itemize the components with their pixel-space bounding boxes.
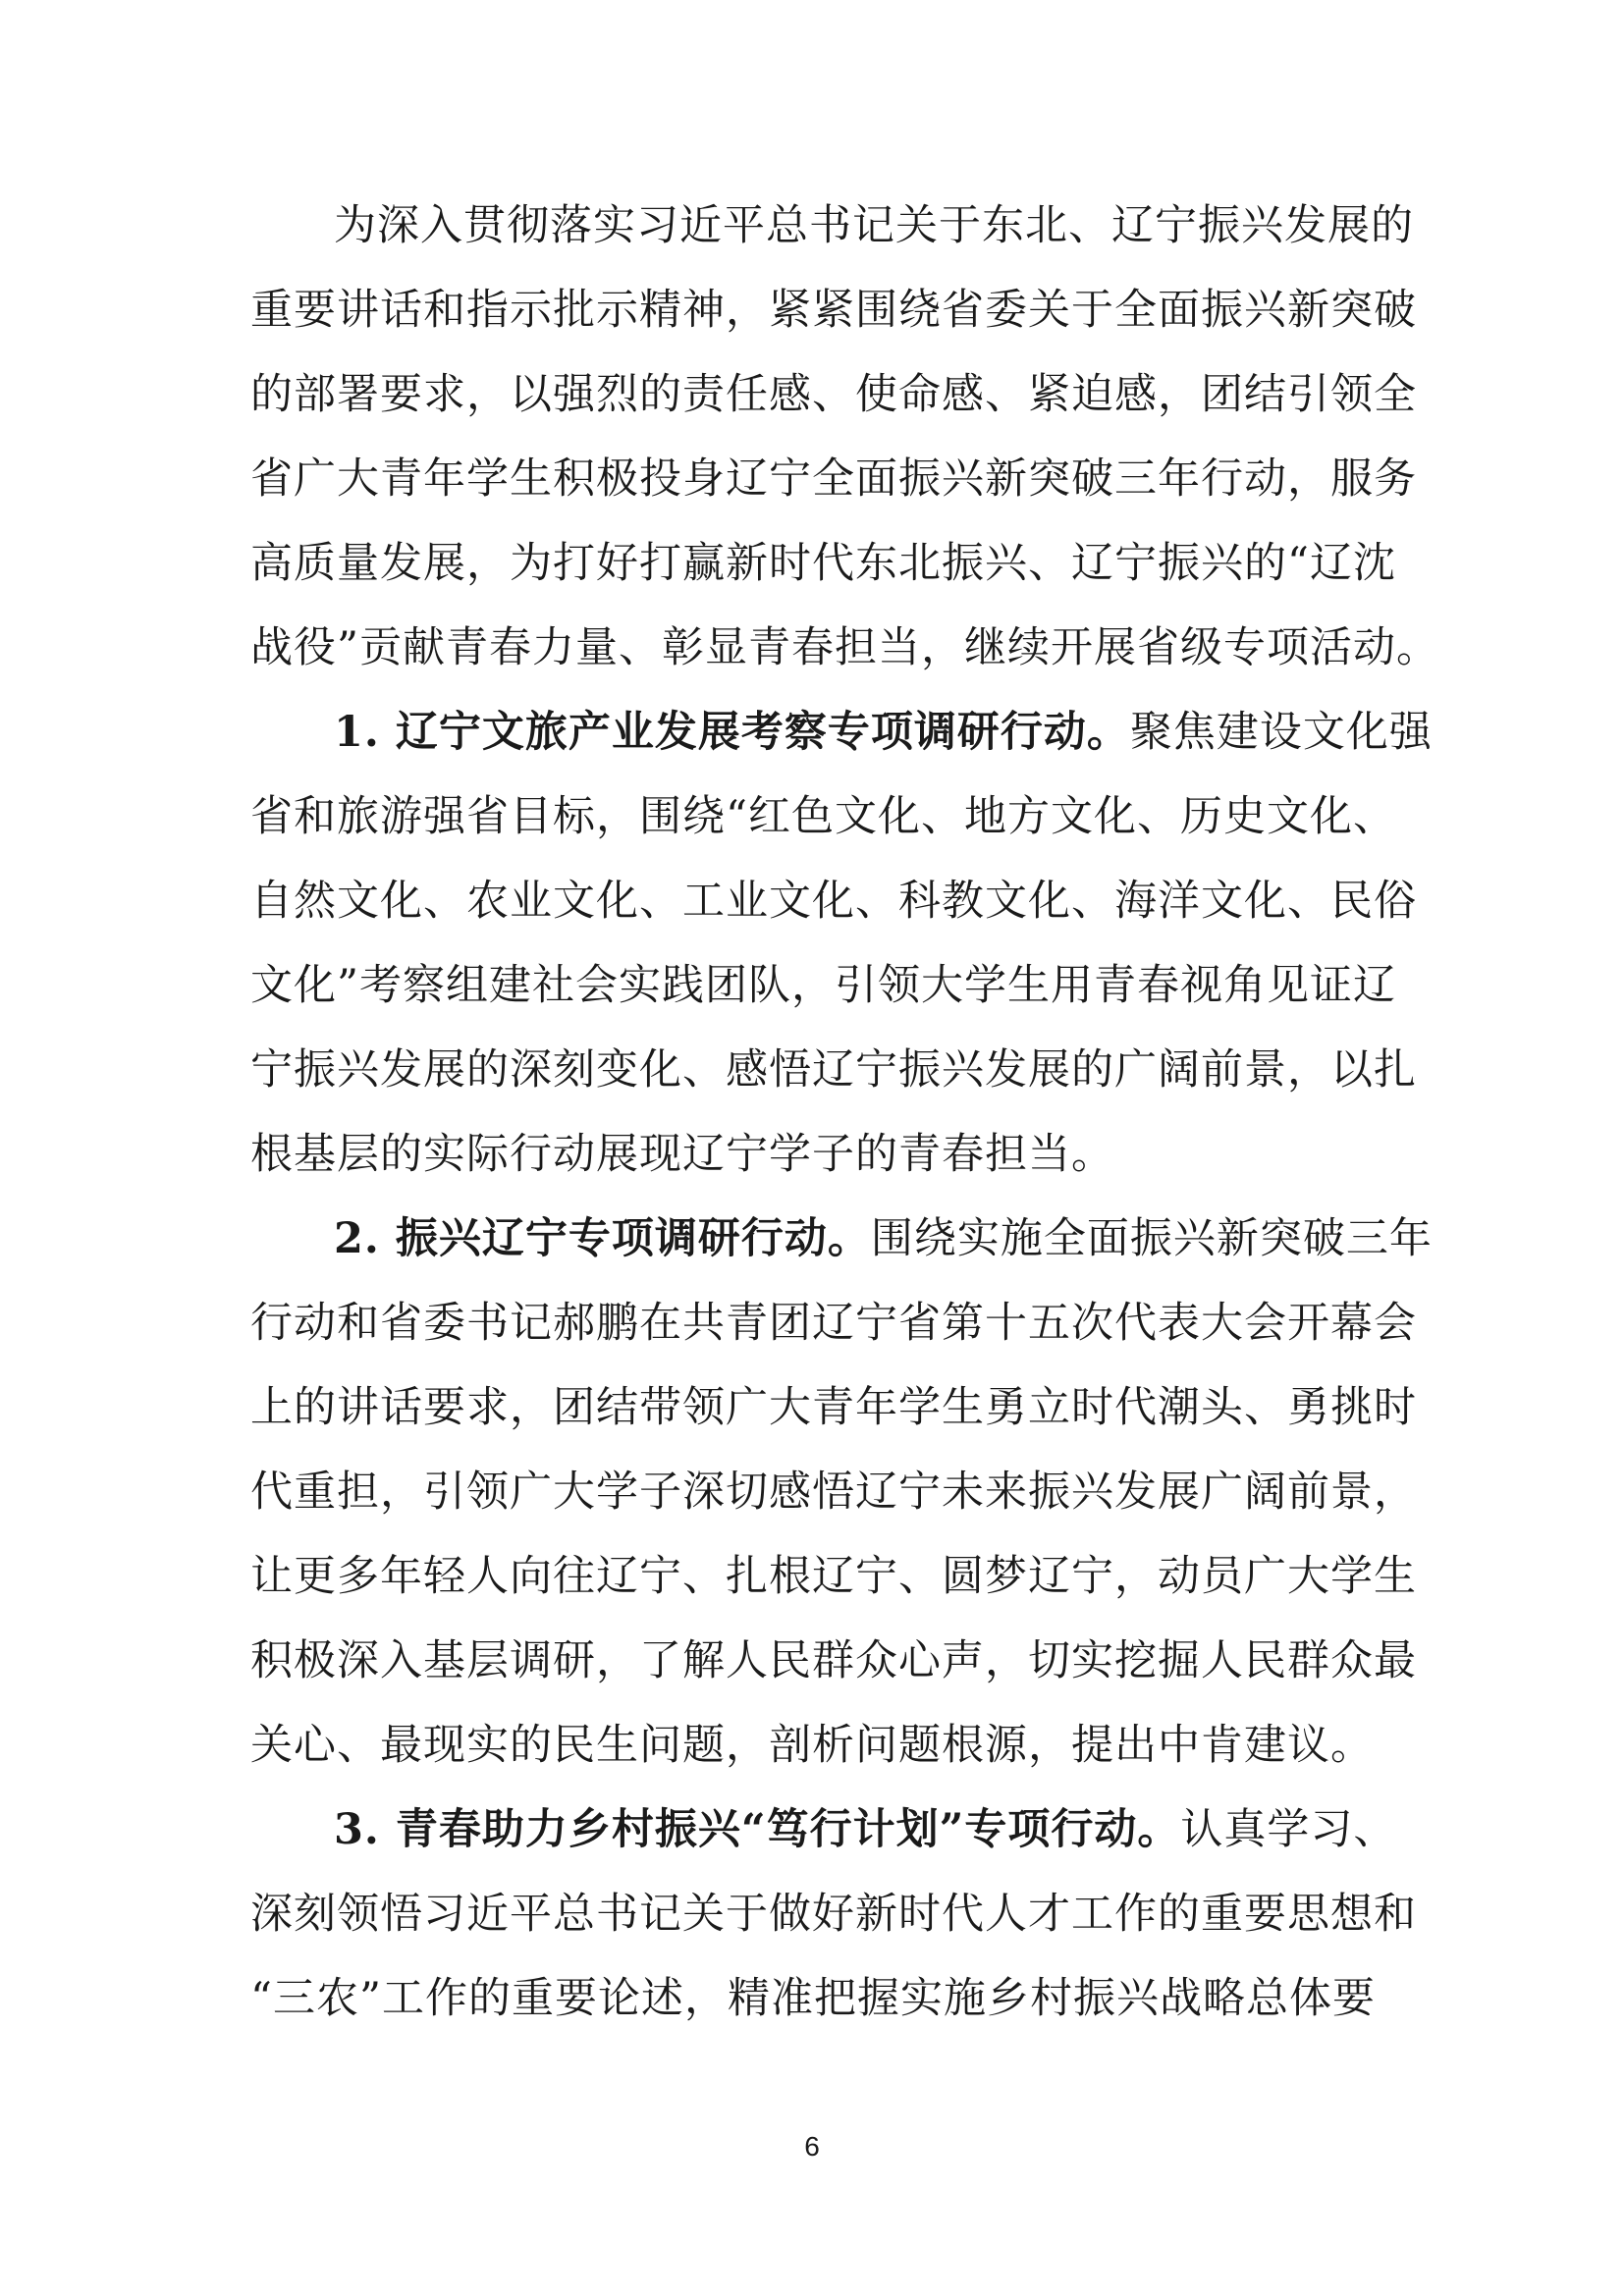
- paragraph-line: 战役”贡献青春力量、彰显青春担当，继续开展省级专项活动。: [250, 623, 1439, 672]
- paragraph-line: 省广大青年学生积极投身辽宁全面振兴新突破三年行动，服务: [250, 454, 1417, 504]
- paragraph-line: “三农”工作的重要论述，精准把握实施乡村振兴战略总体要: [250, 1974, 1376, 2023]
- section-first-line: [334, 1800, 1397, 1859]
- paragraph-line: 根基层的实际行动展现辽宁学子的青春担当。: [250, 1130, 1114, 1179]
- section-heading: 3. 青春助力乡村振兴“笃行计划”专项行动。: [334, 1805, 1181, 1854]
- paragraph-line: 的部署要求，以强烈的责任感、使命感、紧迫感，团结引领全: [250, 370, 1417, 419]
- paragraph-line: 自然文化、农业文化、工业文化、科教文化、海洋文化、民俗: [250, 877, 1417, 926]
- paragraph-line: 让更多年轻人向往辽宁、扎根辽宁、圆梦辽宁，动员广大学生: [250, 1552, 1417, 1601]
- paragraph-line: 重要讲话和指示批示精神，紧紧围绕省委关于全面振兴新突破: [250, 286, 1417, 335]
- section-first-line: [334, 1209, 1433, 1268]
- section-heading: 2. 振兴辽宁专项调研行动。: [334, 1214, 871, 1263]
- paragraph-line: 宁振兴发展的深刻变化、感悟辽宁振兴发展的广阔前景，以扎: [250, 1045, 1417, 1095]
- page-number: 6: [804, 2131, 820, 2162]
- section-text: 围绕实施全面振兴新突破三年: [870, 1214, 1433, 1263]
- paragraph-line: 行动和省委书记郝鹏在共青团辽宁省第十五次代表大会开幕会: [250, 1299, 1417, 1348]
- section-first-line: [334, 703, 1433, 762]
- paragraph-line: 深刻领悟习近平总书记关于做好新时代人才工作的重要思想和: [250, 1890, 1417, 1939]
- paragraph-line: 为深入贯彻落实习近平总书记关于东北、辽宁振兴发展的: [334, 201, 1414, 250]
- paragraph-line: 省和旅游强省目标，围绕“红色文化、地方文化、历史文化、: [250, 792, 1396, 841]
- paragraph-line: 上的讲话要求，团结带领广大青年学生勇立时代潮头、勇挑时: [250, 1383, 1417, 1432]
- section-text: 认真学习、: [1180, 1805, 1397, 1854]
- paragraph-line: 积极深入基层调研，了解人民群众心声，切实挖掘人民群众最: [250, 1636, 1417, 1685]
- section-text: 聚焦建设文化强: [1129, 708, 1433, 757]
- paragraph-line: 文化”考察组建社会实践团队，引领大学生用青春视角见证辽: [250, 961, 1396, 1010]
- paragraph-line: 代重担，引领广大学子深切感悟辽宁未来振兴发展广阔前景，: [250, 1468, 1417, 1517]
- paragraph-line: 高质量发展，为打好打赢新时代东北振兴、辽宁振兴的“辽沈: [250, 539, 1396, 588]
- paragraph-line: 关心、最现实的民生问题，剖析问题根源，提出中肯建议。: [250, 1721, 1374, 1770]
- section-heading: 1. 辽宁文旅产业发展考察专项调研行动。: [334, 708, 1130, 757]
